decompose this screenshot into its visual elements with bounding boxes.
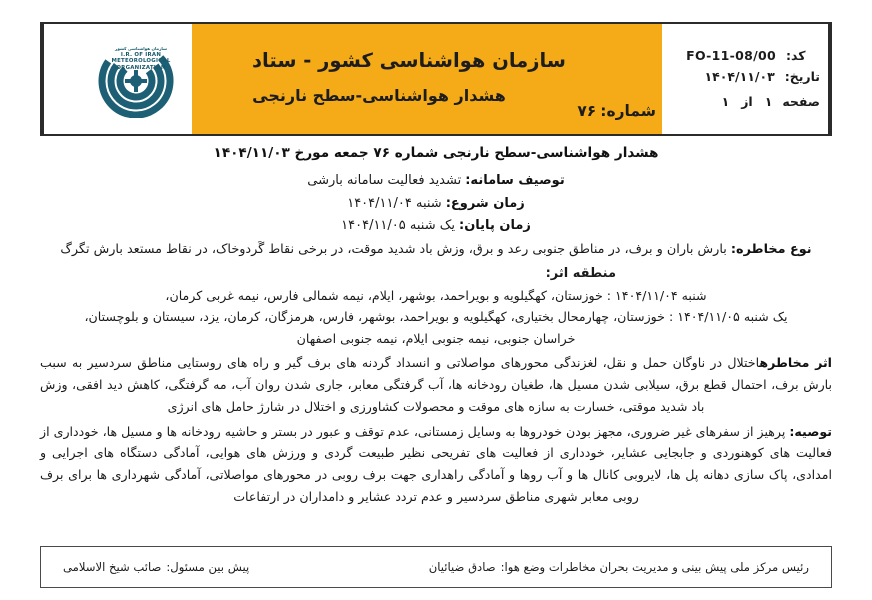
document-title: هشدار هواشناسی-سطح نارنجی شماره ۷۶ جمعه مورخ ۱۴۰۴/۱۱/۰۳ <box>213 145 659 161</box>
header-code-value: FO-11-08/00 <box>686 47 776 63</box>
logo-en-line-1: I.R. OF IRAN <box>120 51 162 58</box>
footer-forecaster-cell <box>63 560 249 574</box>
advice-row <box>40 421 832 509</box>
advice-label: توصیه: <box>789 423 832 439</box>
footer-director-label: رئیس مرکز ملی پیش بینی و مدیریت بحران مخاطرات وضع هوا: <box>500 560 809 574</box>
start-time-label: زمان شروع: <box>445 195 525 211</box>
organization-title: سازمان هواشناسی کشور - ستاد <box>252 49 566 72</box>
footer-forecaster-label: پیش بین مسئول: <box>166 560 250 574</box>
impact-region-line: شنبه ۱۴۰۴/۱۱/۰۴ : خوزستان، کهگیلویه و بویراحمد، بوشهر، ایلام، نیمه شمالی فارس، نیمه غربی کرمان، <box>165 288 707 304</box>
header-code-row <box>672 48 820 63</box>
radar-crosshair-icon <box>125 70 147 92</box>
hazard-type-row <box>40 239 832 261</box>
start-time-value: شنبه ۱۴۰۴/۱۱/۰۴ <box>347 195 442 211</box>
header-page-of: از <box>741 93 753 109</box>
header-page-row <box>672 94 820 109</box>
header-page-current: ۱ <box>764 93 773 109</box>
imo-logo <box>52 40 184 118</box>
warning-level-subtitle: هشدار هواشناسی-سطح نارنجی <box>252 86 506 105</box>
footer-forecaster-value: صائب شیخ الاسلامی <box>63 560 162 574</box>
header-title-band <box>192 24 662 134</box>
warning-number <box>577 102 656 120</box>
header-page-label: صفحه <box>782 93 820 109</box>
logo-text-block <box>102 47 180 71</box>
end-time-label: زمان پایان: <box>459 218 531 234</box>
impact-region-section <box>40 263 832 349</box>
header-page-total: ۱ <box>721 93 730 109</box>
header-date-row <box>672 69 820 84</box>
document-header <box>40 22 832 136</box>
hazard-type-label: نوع مخاطره: <box>730 242 812 258</box>
system-description-value: تشدید فعالیت سامانه بارشی <box>307 173 462 189</box>
start-time-row <box>40 193 832 215</box>
logo-fa-line: سازمان هواشناسی کشور <box>114 46 167 51</box>
advice-value: پرهیز از سفرهای غیر ضروری، مجهز بودن خودروها به وسایل زمستانی، عدم توقف و عبور در بستر و حاشیه رودخانه ها و مسیل ها، خودداری از فعالیت های کوهنوردی و جابجایی عشایر، خودداری از فعالیت های تفریحی نظیر طبیعت گردی و ورزش های هوایی، آمادگی دستگاه های اجرایی و امدادی، پاک سازی دهانه پل ها، لایروبی کانال ها و آب روها و آمادگی راهداری جهت برف روبی در محورهای مواصلاتی، آمادگی شهرداری ها برای برف روبی معابر شهری مناطق سردسیر و عدم تردد عشایر و دامداران در ارتفاعات <box>40 423 832 505</box>
hazard-impact-label: اثر مخاطره <box>759 354 832 370</box>
footer-director-value: صادق ضیائیان <box>428 560 496 574</box>
document-body <box>40 143 832 542</box>
hazard-impact-row <box>40 352 832 418</box>
hazard-impact-value: اختلال در ناوگان حمل و نقل، لغزندگی محورهای مواصلاتی و انسداد گردنه های برف گیر و راه های روستایی مناطق سردسیر به سبب بارش برف، احتمال قطع برق، سیلابی شدن مسیل ها، طغیان رودخانه ها، آب گرفتگی معابر، جاری شدن روان آب، مه گرفتگی، کاهش دید افقی، وزش باد شدید موقتی، خسارت به سازه های موقت و محصولات کشاورزی و اختلال در شارژ حامل های انرژی <box>40 354 832 414</box>
header-meta-block <box>662 24 830 134</box>
logo-en-line-3: ORGANIZATION <box>116 64 166 71</box>
document-footer <box>40 546 832 588</box>
hazard-type-value: بارش باران و برف، در مناطق جنوبی رعد و برق، وزش باد شدید موقت، در برخی نقاط گَردوخاک، در نقاط مستعد بارش تگرگ <box>60 242 727 258</box>
header-date-value: ۱۴۰۴/۱۱/۰۳ <box>704 68 775 84</box>
warning-number-value: ۷۶ <box>577 102 597 120</box>
warning-number-label: شماره: <box>600 102 656 120</box>
end-time-row <box>40 215 832 237</box>
header-date-label: تاریخ: <box>784 68 820 84</box>
impact-region-label: منطقه اثر: <box>545 266 616 282</box>
end-time-value: یک شنبه ۱۴۰۴/۱۱/۰۵ <box>341 218 455 234</box>
logo-en-line-2: METEOROLOGICAL <box>111 58 171 65</box>
system-description-row <box>40 170 832 192</box>
impact-region-line: خراسان جنوبی، نیمه جنوبی ایلام، نیمه جنوبی اصفهان <box>296 330 576 346</box>
footer-director-cell <box>429 560 809 574</box>
system-description-label: توصیف سامانه: <box>465 173 565 189</box>
impact-region-line: یک شنبه ۱۴۰۴/۱۱/۰۵ : خوزستان، چهارمحال بختیاری، کهگیلویه و بویراحمد، بوشهر، فارس، هرمزگان، کرمان، یزد، سیستان و بلوچستان، <box>84 309 788 325</box>
header-code-label: کد: <box>786 47 806 63</box>
header-logo-cell <box>42 24 192 134</box>
